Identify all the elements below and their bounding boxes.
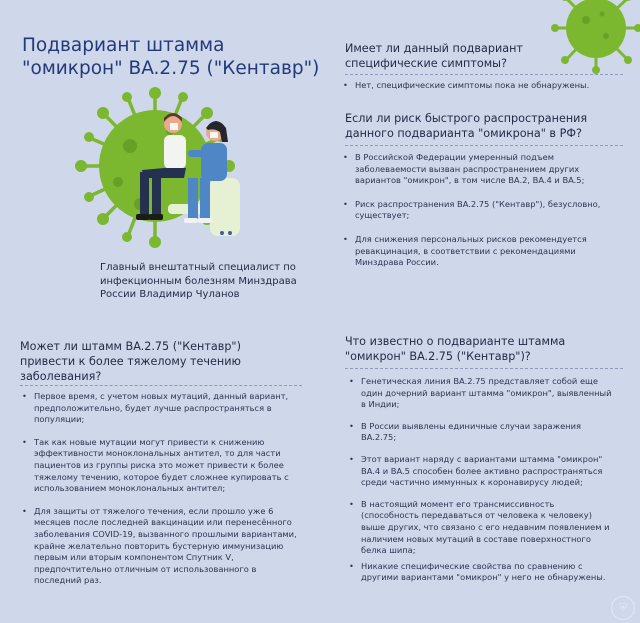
- list-item: • Нет, специфические симптомы пока не обнаружены.: [341, 80, 621, 92]
- specialist-caption: Главный внештатный специалист по инфекционным болезням Минздрава России Владимир Чуланов: [100, 262, 297, 301]
- list-item: • В настоящий момент его трансмиссивность (способность передаваться от человека к человеку) выше других, что связано с его недавним появлением и наличием новых мутаций в составе поверхностного белка шипа;: [347, 499, 612, 557]
- section-risk-list: [341, 152, 611, 269]
- list-item: • В Российской Федерации умеренный подъем заболеваемости вызван распространением других вариантов "омикрон", в том числе BA.2, BA.4 и BA.5;: [341, 152, 611, 187]
- list-item: • В России выявлены единичные случаи заражения BA.2.75;: [347, 421, 612, 444]
- divider: [20, 385, 302, 386]
- section-severity-list: [20, 391, 304, 587]
- divider: [345, 368, 623, 369]
- list-item: • Для защиты от тяжелого течения, если прошло уже 6 месяцев после последней вакцинации или перенесённого заболевания COVID-19, вызванного прошлыми вариантами, крайне желательно повторить бустерную иммунизацию первым или вторым компонентом Спутник V, предпочтительно отличным от использованного в последний раз.: [20, 506, 304, 587]
- ministry-emblem-icon: ⛨: [611, 596, 635, 620]
- list-item: • Никакие специфические свойства по сравнению с другими вариантами "омикрон" у него не обнаружены.: [347, 561, 612, 584]
- list-item: • Этот вариант наряду с вариантами штамма "омикрон" BA.4 и BA.5 способен более активно распространяться среди частично иммунных к коронавирусу людей;: [347, 454, 612, 489]
- divider: [345, 145, 623, 146]
- divider: [345, 74, 623, 75]
- list-item: • Первое время, с учетом новых мутаций, данный вариант, предположительно, будет лучше распространяться в популяции;: [20, 391, 304, 426]
- list-item: • Риск распространения BA.2.75 ("Кентавр"), безусловно, существует;: [341, 199, 611, 222]
- section-known-list: [347, 376, 612, 584]
- section-symptoms-question: Имеет ли данный подвариант специфические симптомы?: [345, 42, 523, 70]
- vaccination-illustration: [60, 86, 320, 256]
- list-item: • Так как новые мутации могут привести к снижению эффективности моноклональных антител, то для части пациентов из группы риска это может привести к более тяжелому течению, которое будет сложнее купировать с использованием моноклональных антител;: [20, 437, 304, 495]
- page-title: Подвариант штамма "омикрон" BA.2.75 ("Кентавр"): [22, 35, 320, 79]
- list-item: • Генетическая линия BA.2.75 представляет собой еще один дочерний вариант штамма "омикрон", выявленный в Индии;: [347, 376, 612, 411]
- section-known-question: Что известно о подварианте штамма "омикрон" BA.2.75 ("Кентавр")?: [345, 335, 566, 363]
- section-severity-question: Может ли штамм BA.2.75 ("Кентавр") привести к более тяжелому течению заболевания?: [20, 340, 241, 383]
- section-risk-question: Если ли риск быстрого распространения данного подварианта "омикрона" в РФ?: [345, 112, 588, 140]
- list-item: • Для снижения персональных рисков рекомендуется ревакцинация, в соответствии с рекомендациями Минздрава России.: [341, 234, 611, 269]
- section-symptoms-list: [341, 80, 621, 92]
